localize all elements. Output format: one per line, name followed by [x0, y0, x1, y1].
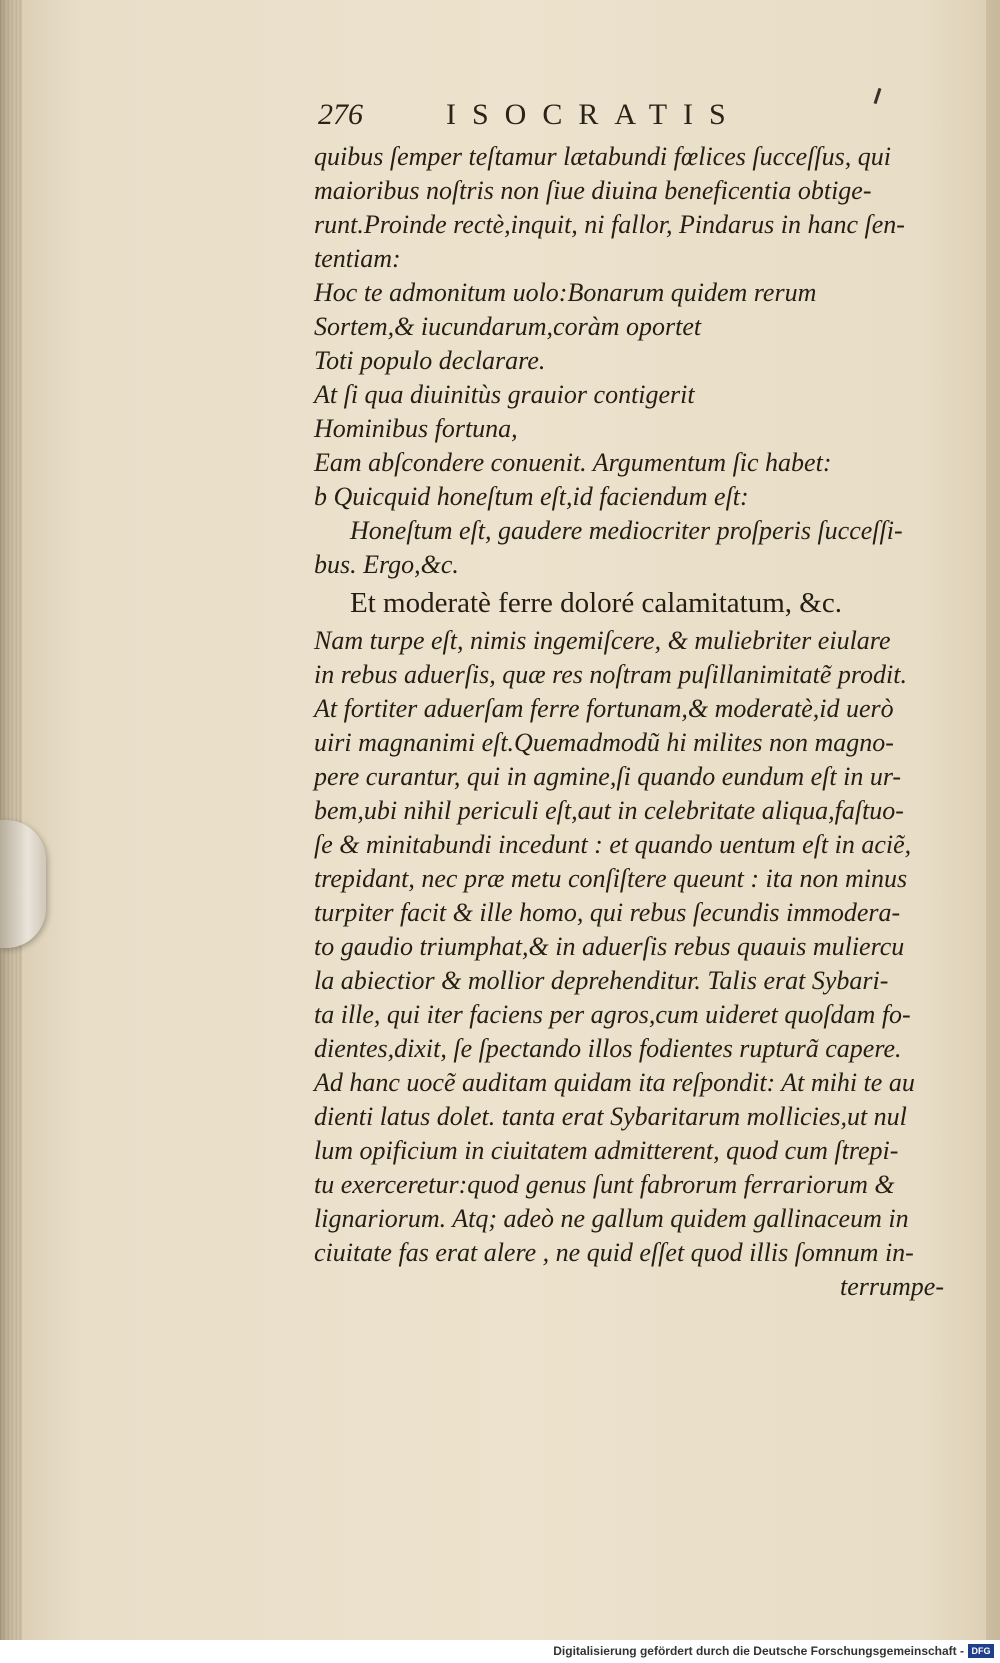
text-line: lum opificium in ciuitatem admitterent, quod cum ſtrepi-	[314, 1136, 899, 1165]
text-line: dienti latus dolet. tanta erat Sybaritarum mollicies,ut nul	[314, 1102, 907, 1131]
text-line: quibus ſemper teſtamur lætabundi fœlices ſucceſſus, qui	[314, 142, 892, 171]
syllogism-line: Honeſtum eſt, gaudere mediocriter proſperis ſucceſſi-	[350, 516, 903, 545]
page-number: 276	[318, 98, 363, 131]
footer-credit: Digitalisierung gefördert durch die Deutsche Forschungsgemeinschaft -	[553, 1644, 964, 1658]
text-line: turpiter facit & ille homo, qui rebus ſecundis immodera-	[314, 898, 901, 927]
syllogism-line: bus. Ergo,&c.	[314, 550, 459, 579]
verse-line: Hoc te admonitum uolo:Bonarum quidem rerum	[314, 278, 817, 307]
lemma-line: Et moderatè ferre doloré calamitatum, &c.	[350, 587, 842, 619]
text-line: Nam turpe eſt, nimis ingemiſcere, & muliebriter eiulare	[314, 626, 891, 655]
text-line: pere curantur, qui in agmine,ſi quando eundum eſt in ur-	[314, 762, 902, 791]
text-line: bem,ubi nihil periculi eſt,aut in celebritate aliqua,faſtuo-	[314, 796, 904, 825]
page-header	[318, 98, 838, 138]
text-line: lignariorum. Atq; adeò ne gallum quidem gallinaceum in	[314, 1204, 909, 1233]
text-line: uiri magnanimi eſt.Quemadmodũ hi milites non magno-	[314, 728, 894, 757]
verse-line: At ſi qua diuinitùs grauior contigerit	[314, 380, 695, 409]
verse-line: Hominibus fortuna,	[314, 414, 518, 443]
text-line: ta ille, qui iter faciens per agros,cum uideret quoſdam fo-	[314, 1000, 911, 1029]
text-line: At fortiter aduerſam ferre fortunam,& moderatè,id uerò	[314, 694, 894, 723]
text-line: to gaudio triumphat,& in aduerſis rebus quauis muliercu	[314, 932, 905, 961]
verse-line: Eam abſcondere conuenit. Argumentum ſic habet:	[314, 448, 832, 477]
text-line: runt.Proinde rectè,inquit, ni fallor, Pindarus in hanc ſen-	[314, 210, 905, 239]
text-line: la abiectior & mollior deprehenditur. Talis erat Sybari-	[314, 966, 889, 995]
catchword: terrumpe-	[840, 1272, 944, 1301]
text-line: maioribus noſtris non ſiue diuina beneficentia obtige-	[314, 176, 872, 205]
digitization-footer	[0, 1640, 1000, 1663]
text-line: dientes,dixit, ſe ſpectando illos fodientes rupturã capere.	[314, 1034, 902, 1063]
dfg-logo-icon: DFG	[968, 1644, 994, 1658]
page-clip	[0, 820, 46, 948]
body-text	[314, 140, 954, 1340]
text-line: in rebus aduerſis, quæ res noſtram puſillanimitatẽ prodit.	[314, 660, 907, 689]
syllogism-line: b Quicquid honeſtum eſt,id faciendum eſt:	[314, 482, 749, 511]
text-line: trepidant, nec præ metu conſiſtere queunt : ita non minus	[314, 864, 908, 893]
running-title: ISOCRATIS	[446, 98, 742, 131]
text-line: tu exerceretur:quod genus ſunt fabrorum ferrariorum &	[314, 1170, 895, 1199]
text-line: ſe & minitabundi incedunt : et quando uentum eſt in aciẽ,	[314, 830, 912, 859]
verse-line: Sortem,& iucundarum,coràm oportet	[314, 312, 702, 341]
text-line: Ad hanc uocẽ auditam quidam ita reſpondit: At mihi te au	[314, 1068, 915, 1097]
verse-line: Toti populo declarare.	[314, 346, 546, 375]
text-line: ciuitate fas erat alere , ne quid eſſet quod illis ſomnum in-	[314, 1238, 914, 1267]
text-line: tentiam:	[314, 244, 401, 273]
